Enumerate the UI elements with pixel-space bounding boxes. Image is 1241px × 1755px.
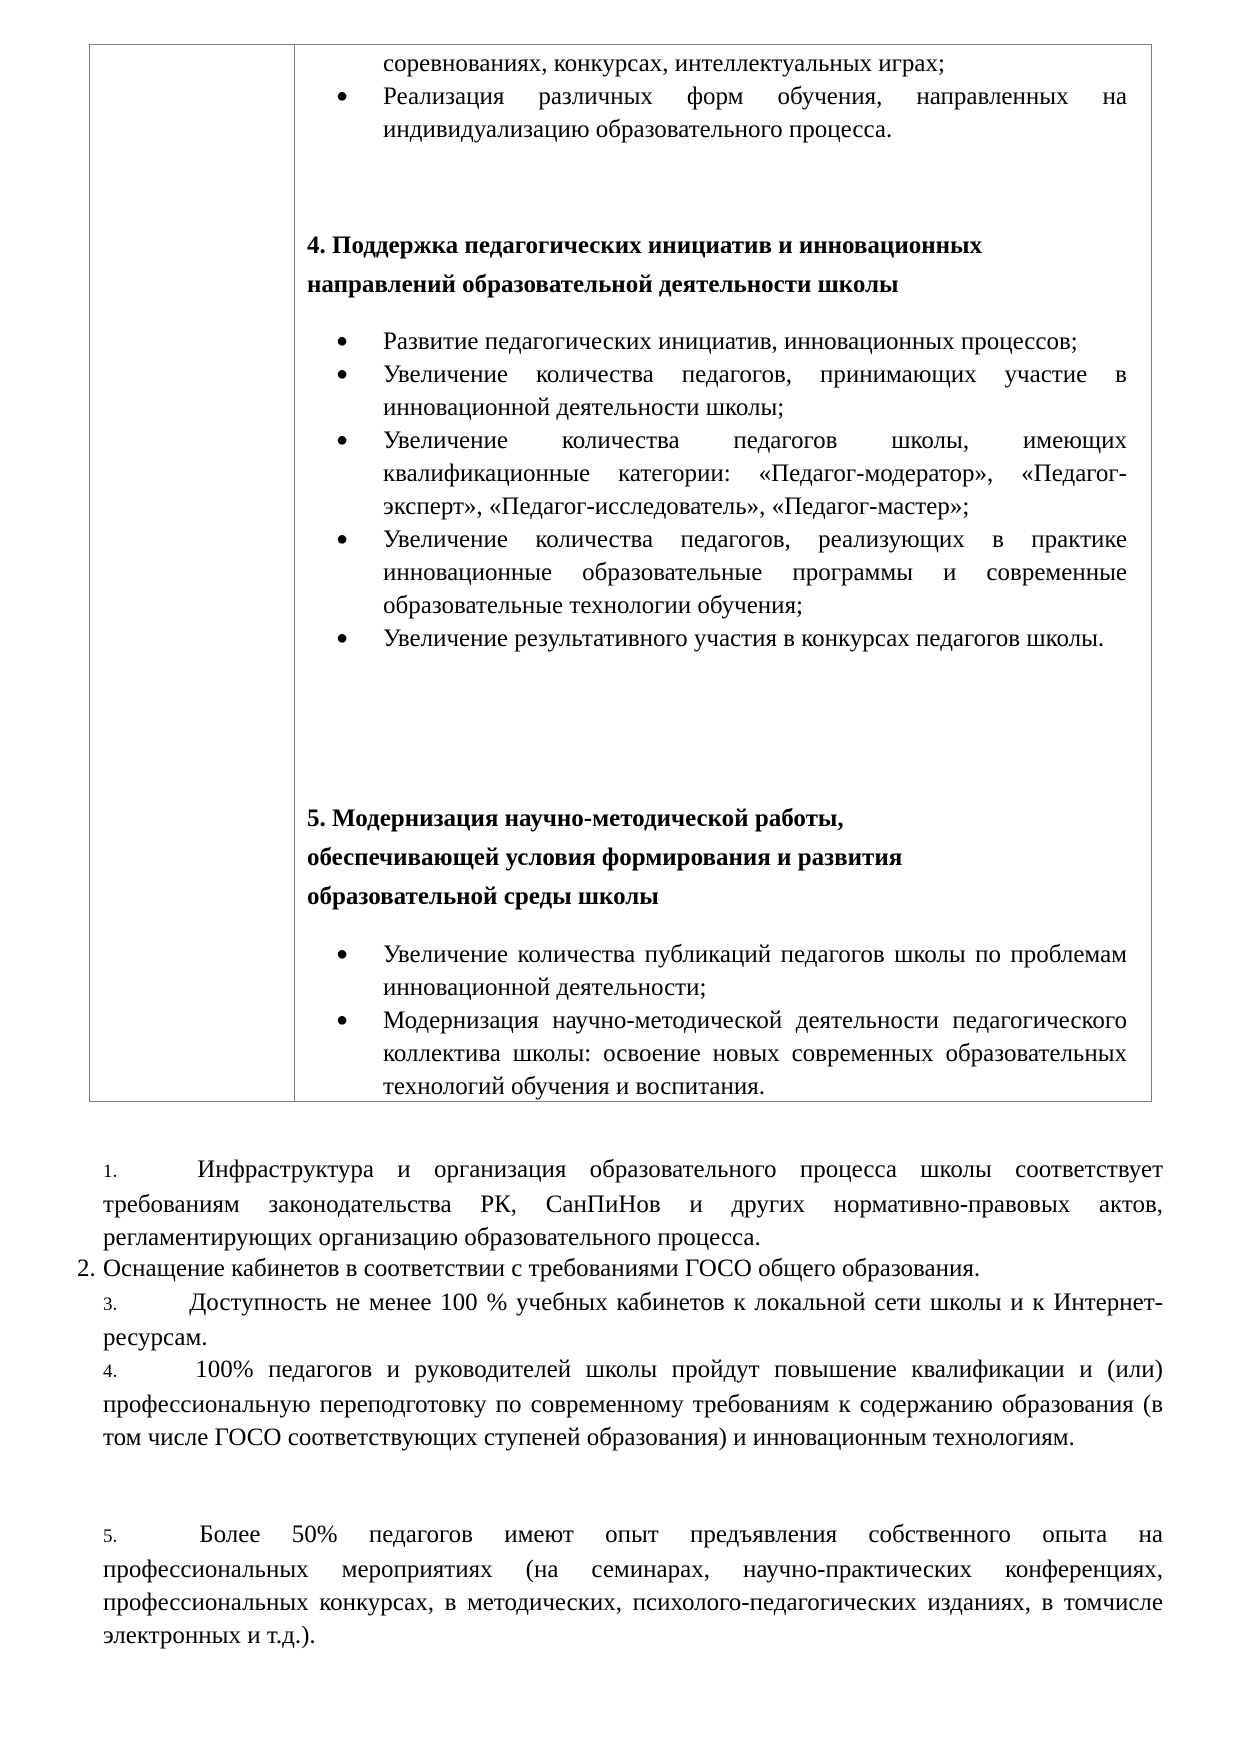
list-item: [295, 80, 1139, 146]
item-number: 2.: [77, 1255, 96, 1282]
bullet-icon: ●: [336, 363, 349, 385]
item-number: 4.: [103, 1361, 118, 1382]
heading-line: 5. Модернизация научно-методической работы,: [307, 805, 844, 832]
list-item: [295, 523, 1139, 622]
list-item-text: Увеличение количества педагогов школы, имеющих квалификационные категории: «Педагог-модератор», «Педагог-эксперт», «Педагог-исследователь», «Педагог-мастер»;: [383, 427, 1127, 520]
list-item: [295, 938, 1139, 1004]
list-item-text: Модернизация научно-методической деятельности педагогического коллектива школы: освоение новых современных образовательных технологий обучения и воспитания.: [383, 1007, 1127, 1100]
section-5-bullet-list: [295, 938, 1139, 1103]
numbered-item: [103, 1353, 1163, 1454]
heading-line: направлений образовательной деятельности школы: [307, 271, 899, 298]
heading-line: образовательной среды школы: [307, 883, 659, 910]
bullet-icon: ●: [336, 528, 349, 550]
list-item-text: Увеличение результативного участия в конкурсах педагогов школы.: [383, 625, 1105, 652]
list-item-continuation: [295, 47, 1139, 80]
list-item-text: Реализация различных форм обучения, направленных на индивидуализацию образовательного процесса.: [383, 83, 1127, 143]
section-4-bullet-list: [295, 325, 1139, 655]
list-item-text: Увеличение количества педагогов, принимающих участие в инновационной деятельности школы;: [383, 361, 1127, 421]
section-4-heading: [307, 226, 1137, 304]
list-item-text: соревнованиях, конкурсах, интеллектуальных играх;: [383, 50, 945, 77]
item-text: Более 50% педагогов имеют опыт предъявления собственного опыта на профессиональных мероприятиях (на семинарах, научно-практических конференциях, профессиональных конкурсах, в методических, психолого-педагогических изданиях, в томчисле электронных и т.д.).: [103, 1521, 1163, 1649]
numbered-item: [103, 1518, 1163, 1652]
item-text: Оснащение кабинетов в соответствии с требованиями ГОСО общего образования.: [103, 1255, 981, 1282]
table-left-column: [90, 45, 295, 1101]
list-item: [295, 325, 1139, 358]
heading-line: 4. Поддержка педагогических инициатив и инновационных: [307, 232, 983, 259]
item-text: 100% педагогов и руководителей школы пройдут повышение квалификации и (или) профессиональную переподготовку по современному требованиям к содержанию образования (в том числе ГОСО соответствующих ступеней образования) и инновационным технологиям.: [103, 1356, 1163, 1451]
item-text: Инфраструктура и организация образовательного процесса школы соответствует требованиям законодательства РК, СанПиНов и других нормативно-правовых актов, регламентирующих организацию образовательного процесса.: [103, 1156, 1163, 1251]
table-right-column: [295, 45, 1151, 1101]
numbered-item: [103, 1153, 1163, 1254]
goals-table: [89, 44, 1152, 1102]
section-5-heading: [307, 799, 1137, 916]
bullet-icon: ●: [336, 429, 349, 451]
bullet-icon: ●: [336, 85, 349, 107]
list-item: [295, 358, 1139, 424]
item-number: 5.: [103, 1526, 118, 1547]
top-bullet-list: [295, 47, 1139, 146]
item-number: 3.: [103, 1294, 118, 1315]
list-item: [295, 1004, 1139, 1103]
list-item-text: Развитие педагогических инициатив, инновационных процессов;: [383, 328, 1078, 355]
list-item: [295, 622, 1139, 655]
bullet-icon: ●: [336, 1009, 349, 1031]
numbered-item: [77, 1252, 1163, 1285]
bullet-icon: ●: [336, 943, 349, 965]
bullet-icon: ●: [336, 330, 349, 352]
list-item: [295, 424, 1139, 523]
list-item-text: Увеличение количества публикаций педагогов школы по проблемам инновационной деятельности;: [383, 941, 1127, 1001]
list-item-text: Увеличение количества педагогов, реализующих в практике инновационные образовательные программы и современные образовательные технологии обучения;: [383, 526, 1127, 619]
item-text: Доступность не менее 100 % учебных кабинетов к локальной сети школы и к Интернет- ресурсам.: [103, 1289, 1163, 1351]
bullet-icon: ●: [336, 627, 349, 649]
item-number: 1.: [103, 1161, 118, 1182]
heading-line: обеспечивающей условия формирования и развития: [307, 844, 903, 871]
numbered-item: [103, 1286, 1163, 1354]
